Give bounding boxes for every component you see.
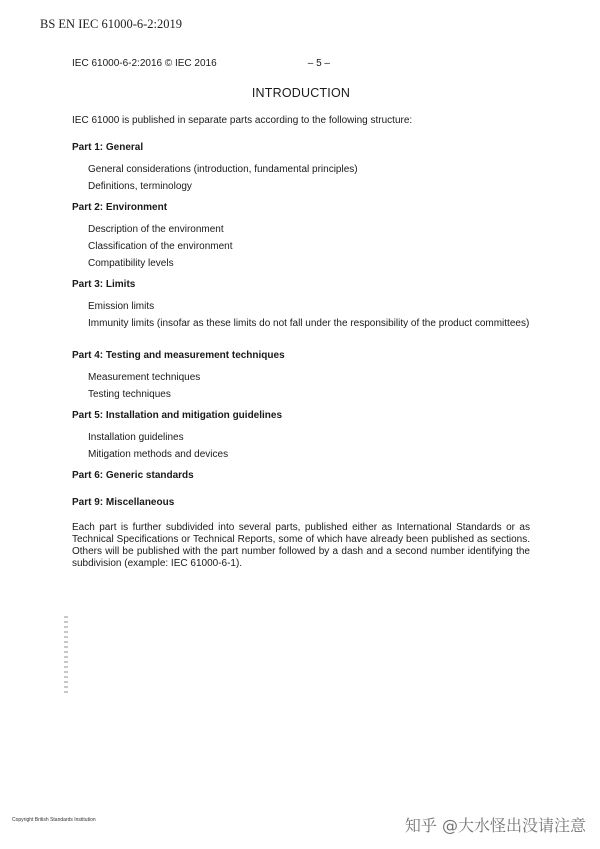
list-item: Emission limits [88, 301, 155, 312]
list-item: Description of the environment [88, 224, 224, 235]
part-heading: Part 3: Limits [72, 279, 136, 290]
list-item: Installation guidelines [88, 432, 184, 443]
copyright-notice: Copyright British Standards Institution [12, 817, 96, 823]
list-item: Measurement techniques [88, 372, 201, 383]
list-item: Classification of the environment [88, 241, 233, 252]
list-item: Definitions, terminology [88, 181, 192, 192]
intro-paragraph: IEC 61000 is published in separate parts according to the following structure: [72, 115, 413, 126]
list-item: Compatibility levels [88, 258, 174, 269]
list-item: Testing techniques [88, 389, 171, 400]
closing-paragraph: Each part is further subdivided into several parts, published either as International Standards or as Technical Specifications or Technical Reports, some of which have already been published as sections. Others will be published with the part number followed by a dash and a second number identifying the subdivision (example: IEC 61000-6-1). [72, 522, 530, 569]
list-item: Mitigation methods and devices [88, 449, 229, 460]
part-heading: Part 6: Generic standards [72, 470, 194, 481]
margin-stamp-mark [64, 616, 68, 696]
list-item: General considerations (introduction, fundamental principles) [88, 164, 358, 175]
part-heading: Part 9: Miscellaneous [72, 497, 175, 508]
part-heading: Part 1: General [72, 142, 144, 153]
page-number: – 5 – [307, 58, 330, 69]
part-heading: Part 5: Installation and mitigation guidelines [72, 410, 283, 421]
page-header [72, 58, 330, 69]
watermark: 知乎 @大水怪出没请注意 [404, 816, 586, 835]
section-title: INTRODUCTION [251, 86, 351, 100]
part-heading: Part 2: Environment [72, 202, 168, 213]
page-header-left: IEC 61000-6-2:2016 © IEC 2016 [72, 58, 217, 69]
standard-header: BS EN IEC 61000-6-2:2019 [40, 17, 183, 31]
part-heading: Part 4: Testing and measurement techniques [72, 350, 285, 361]
list-item: Immunity limits (insofar as these limits do not fall under the responsibility of the product committees) [88, 318, 530, 329]
